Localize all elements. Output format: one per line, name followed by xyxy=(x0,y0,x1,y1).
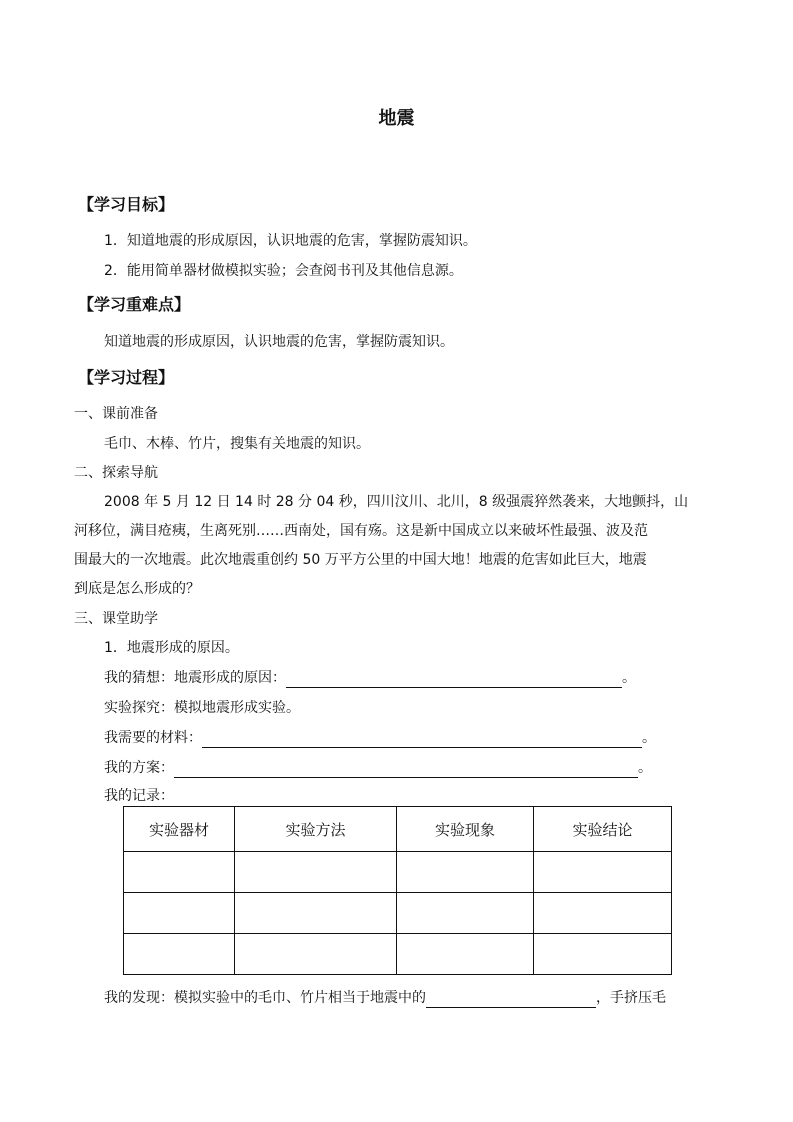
table-cell[interactable] xyxy=(534,934,672,975)
plan-period: 。 xyxy=(638,760,652,776)
table-cell[interactable] xyxy=(397,934,534,975)
table-header-cell: 实验方法 xyxy=(235,807,397,852)
discovery-line xyxy=(104,988,666,1008)
section-3-title: 三、课堂助学 xyxy=(74,611,158,627)
plan-label: 我的方案： xyxy=(104,760,174,776)
table-cell[interactable] xyxy=(124,934,235,975)
table-cell[interactable] xyxy=(534,852,672,893)
table-cell[interactable] xyxy=(397,852,534,893)
key-points-text: 知道地震的形成原因，认识地震的危害，掌握防震知识。 xyxy=(104,334,454,350)
section-1-text: 毛巾、木棒、竹片，搜集有关地震的知识。 xyxy=(104,436,370,452)
plan-blank[interactable] xyxy=(174,761,638,778)
table-header-row xyxy=(124,807,672,852)
table-cell[interactable] xyxy=(235,893,397,934)
process-heading: 【学习过程】 xyxy=(78,368,175,387)
table-cell[interactable] xyxy=(235,852,397,893)
record-label: 我的记录： xyxy=(104,788,174,804)
table-row xyxy=(124,893,672,934)
goal-item-1: 1．知道地震的形成原因，认识地震的危害，掌握防震知识。 xyxy=(104,233,477,249)
discovery-prefix: 我的发现：模拟实验中的毛巾、竹片相当于地震中的 xyxy=(104,990,426,1006)
materials-period: 。 xyxy=(642,730,656,746)
page-title: 地震 xyxy=(378,108,415,129)
record-table xyxy=(123,806,672,975)
section-2-line-2: 河移位，满目疮痍，生离死别……西南处，国有殇。这是新中国成立以来破坏性最强、波及范 xyxy=(74,523,648,539)
section-2-line-1: 2008 年 5 月 12 日 14 时 28 分 04 秒，四川汶川、北川，8 级强震猝然袭来，大地颤抖，山 xyxy=(104,494,689,510)
table-cell[interactable] xyxy=(534,893,672,934)
materials-line xyxy=(104,728,656,748)
table-cell[interactable] xyxy=(124,852,235,893)
table-cell[interactable] xyxy=(397,893,534,934)
plan-line xyxy=(104,758,652,778)
table-header-cell: 实验现象 xyxy=(397,807,534,852)
section-2-title: 二、探索导航 xyxy=(74,465,158,481)
discovery-suffix: ，手挤压毛 xyxy=(596,990,666,1006)
table-cell[interactable] xyxy=(235,934,397,975)
section-2-line-4: 到底是怎么形成的？ xyxy=(74,581,200,597)
guess-label: 我的猜想：地震形成的原因： xyxy=(104,670,286,686)
table-header-cell: 实验器材 xyxy=(124,807,235,852)
table-cell[interactable] xyxy=(124,893,235,934)
goal-item-2: 2．能用简单器材做模拟实验；会查阅书刊及其他信息源。 xyxy=(104,263,463,279)
goals-heading: 【学习目标】 xyxy=(78,195,175,214)
table-header-cell: 实验结论 xyxy=(534,807,672,852)
key-points-heading: 【学习重难点】 xyxy=(78,295,191,314)
experiment-line: 实验探究：模拟地震形成实验。 xyxy=(104,700,300,716)
discovery-blank[interactable] xyxy=(426,991,596,1008)
section-1-title: 一、课前准备 xyxy=(74,406,158,422)
table-row xyxy=(124,852,672,893)
materials-blank[interactable] xyxy=(202,731,642,748)
section-2-line-3: 围最大的一次地震。此次地震重创约 50 万平方公里的中国大地！地震的危害如此巨大，地震 xyxy=(74,552,647,568)
materials-label: 我需要的材料： xyxy=(104,730,202,746)
guess-blank[interactable] xyxy=(286,671,622,688)
guess-line xyxy=(104,668,636,688)
sub-heading-1: 1．地震形成的原因。 xyxy=(104,640,239,656)
table-row xyxy=(124,934,672,975)
guess-period: 。 xyxy=(622,670,636,686)
